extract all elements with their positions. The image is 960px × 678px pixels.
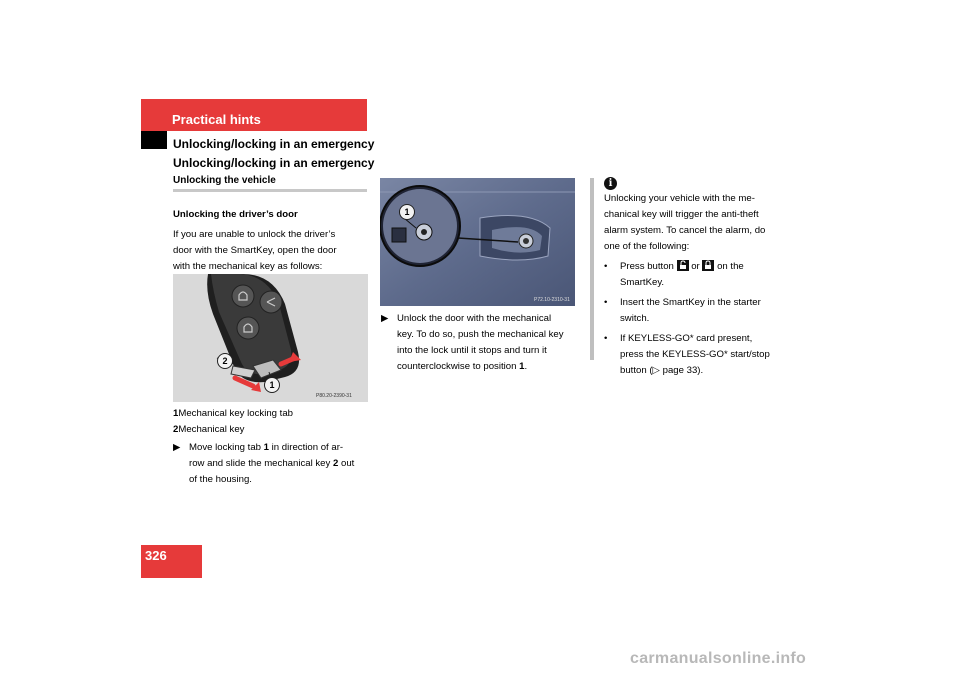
legend-item: 2Mechanical key	[173, 424, 245, 435]
figure-code: P72.10-2310-31	[534, 297, 570, 303]
watermark: carmanualsonline.info	[630, 650, 807, 667]
legend-item: 1Mechanical key locking tab	[173, 408, 293, 419]
subheading-unlocking-vehicle: Unlocking the vehicle	[173, 175, 276, 186]
page-number-tab	[141, 545, 202, 578]
intro-line: with the mechanical key as follows:	[173, 261, 323, 272]
figure-code: P80.20-2390-31	[316, 393, 352, 399]
page-link[interactable]: page 33).	[659, 365, 704, 376]
unlock-button-icon	[677, 260, 689, 271]
left-step: ▶ Move locking tab 1 in direction of ar- row and slide the mechanical key 2 out of the housing.	[173, 442, 355, 485]
procedure-title: Unlocking the driver’s door	[173, 209, 298, 220]
page-ref-arrow-icon: ▷	[652, 365, 660, 376]
callout-1: 1	[264, 377, 280, 393]
left-text-block	[173, 207, 368, 275]
callout-1: 1	[399, 204, 415, 220]
note-bullet: • If KEYLESS-GO* card present, press the KEYLESS-GO* start/stop button (▷ page 33).	[604, 333, 770, 376]
middle-step: ▶ Unlock the door with the mechanical key. To do so, push the mechanical key into the lock until it stops and turn it counterclockwise to position 1.	[381, 313, 564, 372]
step-arrow-icon: ▶	[173, 442, 181, 453]
intro-line: If you are unable to unlock the driver’s	[173, 229, 336, 240]
lock-button-icon	[702, 260, 714, 271]
note-bullet: • Press button or on the SmartKey.	[604, 261, 744, 288]
callout-2: 2	[217, 353, 233, 369]
info-note: Unlocking your vehicle with the me- chanical key will trigger the anti-theft alarm system. To cancel the alarm, do one of the following: • Press button or on the SmartKey. • Insert the SmartKey in the starter switch. • If KEYLESS-GO* card present, press the KEYLESS-GO* start/stop button (▷ page 33).	[604, 191, 790, 379]
subheading-rule	[173, 189, 367, 192]
smartkey-figure	[173, 274, 368, 402]
intro-paragraph	[173, 227, 368, 275]
intro-line: door with the SmartKey, open the door	[173, 245, 337, 256]
step-arrow-icon: ▶	[381, 313, 389, 324]
section-marker	[141, 131, 167, 149]
figure-legend	[173, 406, 368, 438]
page-number: 326	[145, 548, 167, 563]
info-icon: i	[604, 177, 617, 190]
door-handle-illustration	[380, 178, 575, 306]
section-title: Practical hints	[172, 112, 261, 127]
page-title-line2: Unlocking/locking in an emergency	[173, 156, 375, 170]
note-bar	[590, 178, 594, 360]
note-bullet: • Insert the SmartKey in the starter switch.	[604, 297, 761, 324]
door-handle-figure	[380, 178, 575, 306]
page-title-line1: Unlocking/locking in an emergency	[173, 137, 375, 151]
section-tab	[141, 99, 367, 131]
